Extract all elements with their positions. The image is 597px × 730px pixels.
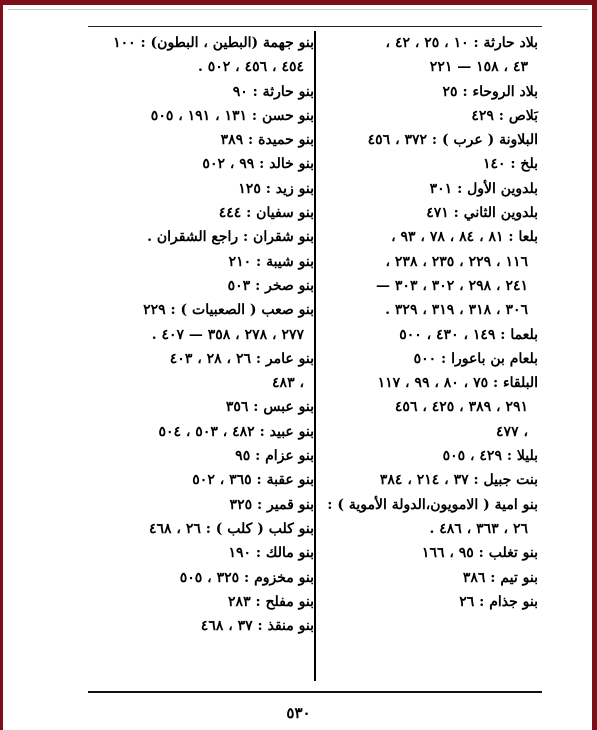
index-column-left [98,31,314,638]
index-entry-line: ٤٥٤ ، ٤٥٦ ، ٥٠٢ . [198,59,304,76]
index-entry-line: بلخ : ١٤٠ [482,156,538,173]
window-frame-top [0,0,597,5]
index-entry-line: البلاونة ( عرب ) : ٣٧٢ ، ٤٥٦ [367,132,538,149]
index-entry-line: بنو حميدة : ٣٨٩ [220,132,314,149]
index-entry-line: بلدوين الثاني : ٤٧١ [426,205,538,222]
index-entry-line: بنو حارثة : ٩٠ [232,83,314,100]
index-entry-line: بنو كلب ( كلب ) : ٢٦ ، ٤٦٨ [149,520,314,537]
index-entry-line: بنو عبيد : ٤٨٢ ، ٥٠٣ ، ٥٠٤ [158,423,314,440]
index-entry-line: ٢٦ ، ٣٦٣ ، ٤٨٦ . [429,520,528,537]
index-entry-line: بنو مالك : ١٩٠ [228,545,314,562]
index-entry-line: ٣٠٦ ، ٣١٨ ، ٣١٩ ، ٣٢٩ . [385,302,528,319]
index-entry-line: بنو عبس : ٣٥٦ [225,399,314,416]
index-entry-line: بنو قمير : ٣٢٥ [229,496,314,513]
index-entry-line: بنو سفيان : ٤٤٤ [218,205,314,222]
index-entry-line: ٢٧٧ ، ٢٧٨ ، ٣٥٨ — ٤٠٧ . [151,326,304,343]
index-entry-line: بنو عقبة : ٣٦٥ ، ٥٠٢ [192,472,314,489]
index-entry-line: ، ٤٧٧ [496,423,528,440]
index-entry-line: بنو مفلح : ٢٨٣ [228,593,314,610]
index-entry-line: بنو صعب ( الصعبيات ) : ٢٢٩ [143,302,314,319]
index-entry-line: ٤٣ ، ١٥٨ — ٢٢١ [429,59,528,76]
column-divider [314,31,316,681]
page-number: ٥٣٠ [286,704,311,722]
index-entry-line: ٢٤١ ، ٢٩٨ ، ٣٠٢ ، ٣٠٣ — [376,277,528,294]
index-entry-line: بنو عامر : ٢٦ ، ٢٨ ، ٤٠٣ [169,350,314,367]
index-entry-line: بنو شقران : راجع الشقران . [147,229,314,246]
index-page [88,26,542,693]
index-entry-line: بنت جبيل : ٣٧ ، ٢١٤ ، ٣٨٤ [379,472,538,489]
index-entry-line: بنو منقذ : ٣٧ ، ٤٦٨ [200,618,314,635]
index-entry-line: بلاد الروحاء : ٢٥ [442,83,538,100]
window-frame-right [592,0,597,730]
index-entry-line: بنو شيبة : ٢١٠ [228,253,314,270]
index-entry-line: بنو صخر : ٥٠٣ [227,277,314,294]
index-entry-line: ١١٦ ، ٢٢٩ ، ٢٣٥ ، ٢٣٨ ، [385,253,528,270]
index-entry-line: بنو عزام : ٩٥ [235,448,314,465]
index-entry-line: بنو تغلب : ٩٥ ، ١٦٦ [421,545,538,562]
index-entry-line: بنو خالد : ٩٩ ، ٥٠٢ [202,156,314,173]
index-entry-line: بنو جهمة (البطين ، البطون) : ١٠٠ [113,35,314,51]
index-entry-line: بلعام بن باعورا : ٥٠٠ [413,350,538,367]
index-entry-line: بنو تيم : ٣٨٦ [462,569,538,586]
index-entry-line: بلاد حارثة : ١٠ ، ٢٥ ، ٤٢ ، [385,35,538,51]
index-column-right [318,31,538,614]
index-entry-line: بلدوين الأول : ٣٠١ [429,180,538,197]
index-entry-line: ، ٤٨٣ [272,375,304,392]
index-entry-line: بنو زيد : ١٢٥ [238,180,314,197]
index-entry-line: بنو امية ( الامويون،الدولة الأموية ) : [327,496,538,513]
index-entry-line: بنو مخزوم : ٣٢٥ ، ٥٠٥ [179,569,314,586]
index-entry-line: بليلا : ٤٢٩ ، ٥٠٥ [442,448,538,465]
index-entry-line: بلعما : ١٤٩ ، ٤٣٠ ، ٥٠٠ [399,326,538,343]
index-entry-line: ٢٩١ ، ٣٨٩ ، ٤٢٥ ، ٤٥٦ [394,399,528,416]
index-entry-line: البلقاء : ٧٥ ، ٨٠ ، ٩٩ ، ١١٧ [377,375,538,392]
index-entry-line: بنو حسن : ١٣١ ، ١٩١ ، ٥٠٥ [150,107,314,124]
index-entry-line: بلعا : ٨١ ، ٨٤ ، ٧٨ ، ٩٣ ، [391,229,538,246]
index-entry-line: بَلاص : ٤٢٩ [471,107,538,124]
index-entry-line: بنو جذام : ٢٦ [459,593,538,610]
window-frame-left [0,0,3,730]
viewer-border [8,9,588,10]
